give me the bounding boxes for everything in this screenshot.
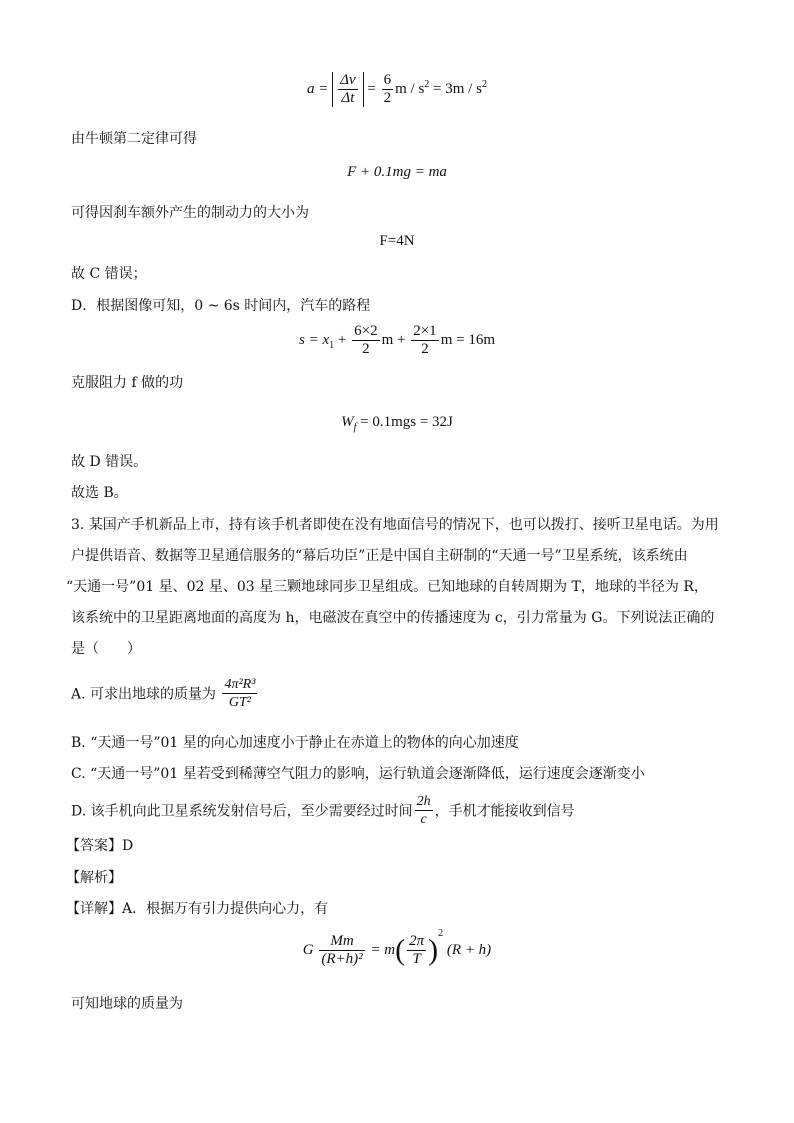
option-c[interactable]: C. “天通一号”01 星若受到稀薄空气阻力的影响，运行轨道会逐渐降低，运行速度会逐渐变小 xyxy=(71,766,645,782)
text-line: 故选 B。 xyxy=(71,485,128,501)
equation-force: F=4N xyxy=(379,233,415,249)
abs-value: $\frac{\Delta v}{\Delta t}$ xyxy=(332,72,363,107)
answer-label: 【答案】D xyxy=(66,838,134,854)
text-line: 故 C 错误； xyxy=(71,266,147,282)
question-line: 是（ ） xyxy=(71,641,141,657)
text-line: 克服阻力 f 做的功 xyxy=(71,375,184,391)
question-line: 该系统中的卫星距离地面的高度为 h，电磁波在真空中的传播速度为 c，引力常量为 G。下列说法正确的 xyxy=(71,610,715,626)
question-line: 3. 某国产手机新品上市，持有该手机者即使在没有地面信号的情况下，也可以拨打、接听卫星电话。为用 xyxy=(71,517,719,533)
text-line: 故 D 错误。 xyxy=(71,454,148,470)
analysis-label: 【解析】 xyxy=(66,870,122,886)
text-line: 由牛顿第二定律可得 xyxy=(71,131,197,147)
question-line: 户提供语音、数据等卫星通信服务的“幕后功臣”正是中国自主研制的“天通一号”卫星系统，该系统由 xyxy=(71,548,688,564)
equation-distance: $s = x_1$ + $\frac{6\times 2}{2}$ m + $\frac{2\times 1}{2}$ m = 16m xyxy=(299,323,495,357)
equation-newton: F + 0.1mg = ma xyxy=(347,164,447,180)
text-line: 可得因刹车额外产生的制动力的大小为 xyxy=(71,205,309,221)
equation-gravitation: G $\frac{Mm}{\text{(R+h)²}}$ = m( $\frac{2\pi}{T}$ )$^2$ (R + h) xyxy=(302,928,492,968)
option-b[interactable]: B. “天通一号”01 星的向心加速度小于静止在赤道上的物体的向心加速度 xyxy=(71,735,519,751)
text-line: 可知地球的质量为 xyxy=(71,996,183,1012)
text-line: D．根据图像可知，0 ~ 6s 时间内，汽车的路程 xyxy=(71,298,371,314)
detail-text: 【详解】A．根据万有引力提供向心力，有 xyxy=(66,901,329,917)
option-d[interactable]: D. 该手机向此卫星系统发射信号后，至少需要经过时间 $\frac{2h}{c}$ ，手机才能接收到信号 xyxy=(71,794,575,827)
equation-acceleration: a = $\frac{\Delta v}{\Delta t}$ = $\frac{6}{2}$ $m / s^2 = 3m / s^2$ xyxy=(307,72,487,106)
question-line: “天通一号”01 星、02 星、03 星三颗地球同步卫星组成。已知地球的自转周期为 T，地球的半径为 R， xyxy=(66,579,708,595)
equation-work: $W_f = 0.1mgs = 32J$ xyxy=(341,414,453,433)
option-a[interactable]: A. 可求出地球的质量为 $\frac{\text{4π²R³}}{\text{GT²}}$ xyxy=(71,677,256,710)
eq-lhs: a = xyxy=(307,80,329,97)
